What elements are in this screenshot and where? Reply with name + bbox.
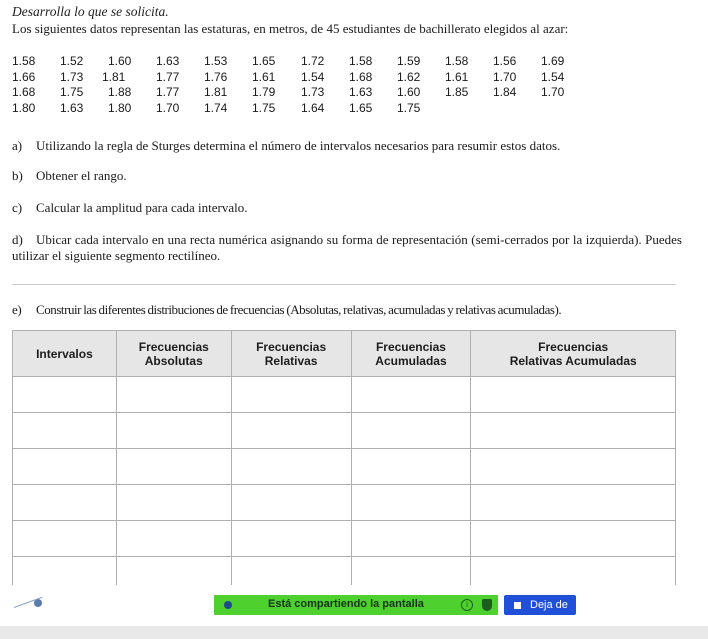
table-cell[interactable]: [231, 377, 351, 413]
stop-sharing-button[interactable]: [504, 595, 576, 615]
header-frecuencias-acumuladas: [351, 331, 471, 377]
question-letter: a): [12, 138, 23, 153]
screen-share-indicator[interactable]: [214, 595, 498, 615]
table-cell[interactable]: [231, 557, 351, 585]
data-value: 1.70: [541, 85, 565, 99]
table-cell[interactable]: [231, 413, 351, 449]
header-line: Frecuencias: [138, 339, 209, 354]
data-value: 1.65: [252, 54, 276, 68]
data-value: 1.80: [108, 100, 132, 115]
question-text: Ubicar cada intervalo en una recta numérica asignando su forma de representación (semi-cerrados por la izquierda). Puedes utilizar el siguiente segmento rectilíneo.: [12, 232, 682, 263]
data-value: 1.77: [156, 85, 180, 99]
data-value: 1.63: [349, 85, 373, 99]
table-cell[interactable]: [471, 557, 676, 585]
data-value: 1.79: [252, 85, 276, 99]
table-cell[interactable]: [351, 413, 471, 449]
screen-share-message: Está compartiendo la pantalla: [268, 598, 424, 610]
table-cell[interactable]: [471, 449, 676, 485]
data-value: 1.75: [397, 100, 421, 115]
header-frecuencias-relativas-acumuladas: [471, 331, 676, 377]
table-cell[interactable]: [13, 449, 117, 485]
data-value: 1.84: [493, 85, 517, 99]
header-frecuencias-absolutas: [116, 331, 231, 377]
data-value: 1.76: [204, 69, 228, 84]
data-value: 1.58: [445, 54, 469, 68]
table-row: [13, 485, 676, 521]
instructions-title: Desarrolla lo que se solicita.: [12, 4, 169, 19]
question-c: [12, 200, 248, 216]
data-value: 1.66: [12, 69, 36, 84]
table-cell[interactable]: [471, 521, 676, 557]
header-frecuencias-relativas: [231, 331, 351, 377]
shield-icon[interactable]: [482, 599, 492, 611]
data-value: 1.65: [349, 100, 373, 115]
data-value: 1.58: [349, 54, 373, 68]
header-line: Frecuencias: [375, 339, 446, 354]
table-cell[interactable]: [116, 413, 231, 449]
data-value: 1.61: [445, 69, 469, 84]
table-cell[interactable]: [116, 449, 231, 485]
data-value: 1.62: [397, 69, 421, 84]
data-value: 1.60: [397, 85, 421, 99]
header-line: Relativas: [264, 353, 318, 368]
data-value: 1.73: [60, 69, 84, 84]
data-value: 1.61: [252, 69, 276, 84]
table-cell[interactable]: [13, 485, 117, 521]
question-a: [12, 138, 560, 154]
table-row: [13, 413, 676, 449]
table-cell[interactable]: [231, 521, 351, 557]
header-intervalos: [13, 331, 117, 377]
question-letter: b): [12, 168, 23, 183]
table-cell[interactable]: [351, 557, 471, 585]
table-cell[interactable]: [351, 449, 471, 485]
table-cell[interactable]: [231, 449, 351, 485]
table-cell[interactable]: [471, 413, 676, 449]
header-line: Acumuladas: [375, 353, 447, 368]
table-row: [13, 521, 676, 557]
header-line: Frecuencias: [256, 339, 327, 354]
data-value: 1.53: [204, 54, 228, 68]
header-line: Frecuencias: [538, 339, 609, 354]
table-cell[interactable]: [13, 377, 117, 413]
table-cell[interactable]: [13, 413, 117, 449]
question-d: [12, 232, 682, 264]
data-value: 1.81: [204, 85, 228, 99]
bottom-strip: [0, 626, 708, 639]
screen-share-bar: [214, 595, 576, 615]
table-row: [13, 449, 676, 485]
header-line: Relativas Acumuladas: [509, 353, 637, 368]
data-value: 1.85: [445, 85, 469, 99]
data-value: 1.56: [493, 54, 517, 68]
table-row: [13, 557, 676, 585]
data-value: 1.77: [156, 69, 180, 84]
question-text: Utilizando la regla de Sturges determina el número de intervalos necesarios para resumir estos datos.: [36, 138, 561, 153]
frequency-table-header-row: [13, 331, 676, 377]
question-text: Calcular la amplitud para cada intervalo.: [36, 200, 248, 215]
data-value: 1.74: [204, 100, 228, 115]
data-value: 1.70: [156, 100, 180, 115]
table-cell[interactable]: [351, 377, 471, 413]
question-e: [12, 302, 561, 318]
number-line-segment: [12, 284, 676, 285]
stop-square-icon: [514, 602, 521, 609]
data-value: 1.58: [12, 54, 36, 68]
header-line: Intervalos: [36, 346, 93, 361]
question-letter: e): [12, 302, 22, 317]
question-text: Construir las diferentes distribuciones de frecuencias (Absolutas, relativas, acumuladas y relativas acumuladas).: [36, 302, 562, 317]
table-row: [13, 377, 676, 413]
data-value: 1.70: [493, 69, 517, 84]
data-value: 1.80: [12, 100, 36, 115]
table-cell[interactable]: [116, 485, 231, 521]
data-value: 1.69: [541, 54, 565, 68]
data-value: 1.52: [60, 54, 84, 68]
table-cell[interactable]: [471, 377, 676, 413]
data-value: 1.64: [301, 100, 325, 115]
data-value: 1.54: [301, 69, 325, 84]
table-cell[interactable]: [116, 521, 231, 557]
data-value: 1.60: [108, 54, 132, 68]
data-value: 1.59: [397, 54, 421, 68]
data-value: 1.75: [252, 100, 276, 115]
stop-sharing-label: Deja de: [530, 599, 568, 611]
data-value: 1.68: [349, 69, 373, 84]
table-cell[interactable]: [351, 521, 471, 557]
data-value: 1.81: [102, 69, 126, 84]
table-cell[interactable]: [116, 377, 231, 413]
data-value: 1.68: [12, 85, 36, 99]
share-screen-icon: [224, 601, 232, 609]
table-cell[interactable]: [471, 485, 676, 521]
table-cell[interactable]: [13, 557, 117, 585]
data-value: 1.63: [60, 100, 84, 115]
question-letter: d): [12, 232, 23, 247]
data-value: 1.75: [60, 85, 84, 99]
table-cell[interactable]: [231, 485, 351, 521]
question-letter: c): [12, 200, 23, 215]
header-line: Absolutas: [144, 353, 203, 368]
table-cell[interactable]: [13, 521, 117, 557]
table-cell[interactable]: [351, 485, 471, 521]
data-value: 1.54: [541, 69, 565, 84]
question-text: Obtener el rango.: [36, 168, 127, 183]
intro-text: Los siguientes datos representan las estaturas, en metros, de 45 estudiantes de bachillerato elegidos al azar:: [12, 21, 569, 36]
data-value: 1.63: [156, 54, 180, 68]
info-icon[interactable]: i: [461, 599, 473, 611]
frequency-table: [12, 330, 676, 585]
question-b: [12, 168, 127, 184]
data-value: 1.72: [301, 54, 325, 68]
data-value: 1.73: [301, 85, 325, 99]
data-value: 1.88: [108, 85, 132, 99]
table-cell[interactable]: [116, 557, 231, 585]
